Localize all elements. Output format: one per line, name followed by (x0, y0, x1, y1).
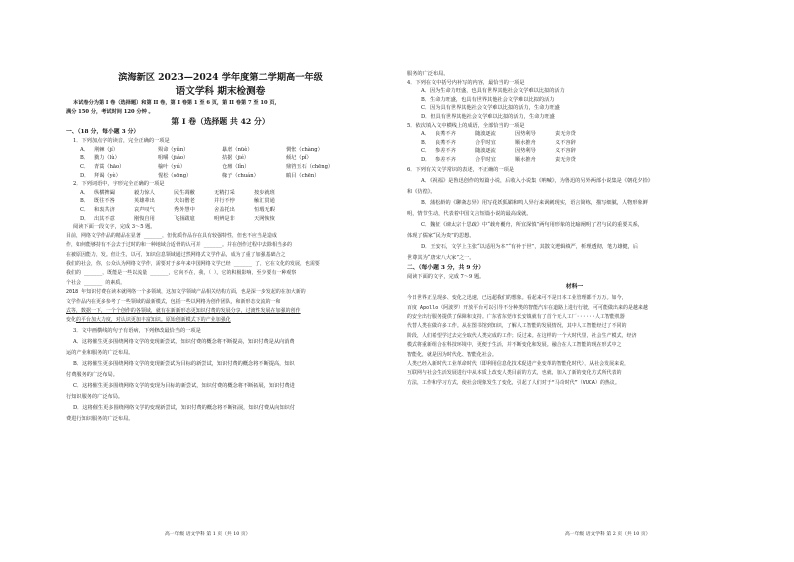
q3-option: 运的产业和服务的广泛布局。 (66, 349, 134, 356)
passage-line-underlined: 式等，数据一下，一个个创作的各领域，就有在新新形态更知识付费的发展分享，过渡性发展在加强的创作 (66, 307, 301, 314)
material-line: 代替人类在做许多工作。从在图书馆到知识，了解人工智能的发展情况，其中人工智能经过了不同的 (407, 323, 627, 330)
material-line: 百度 Apollo（阿波罗）开放平台可以引导不分种类的智能汽车在道路上进行行驶，可可能做出来的是越来越 (407, 304, 648, 311)
passage-line: 变化的平台加大力度，对认识更加丰富知识。原始创新模式下的产业加强化 (66, 317, 231, 324)
q1-option-row: C． 青蒿（hāo） 榆叶（yú） 仓廪（lǐn） 鼎铛玉石（chēng） (80, 163, 334, 170)
continued-text: 服务的广泛布局。 (407, 71, 449, 77)
q5-option-row: B． 良莠不齐 合乎时宜 顺水推舟 义不容辞 (421, 139, 576, 146)
q6-option: 世尊其为“唐宋八大家”之一。 (407, 254, 475, 261)
passage-line: 我们的 ______，既能是一些以流量 ______，它向不在，我，（ ）。它的积极影响，至少要有一种观察 (66, 270, 297, 277)
material-line: 人类已经入新时代工业革命时代（即利用信息化技术促进产业变革的智能化时代），从社会发展来说， (407, 360, 630, 367)
passage-line: 文学作品内在更多参考了一些领域的最新模式，包括一些以网格为创作团队，和新形态交流的一和 (66, 298, 281, 305)
material-line: 今日世界正呈现多、变化之迅速，已远超我们的想象。看起来可不是日本工业管理都千万万。如今， (407, 295, 627, 302)
q6-option: D．王安石，文学上主张“以适用为本”“有补于世”，其散文逻辑缜严，析理透彻，笔力雄健，后 (421, 243, 639, 250)
page-2-footer: 高一年级 语文学科 第 2 页（共 10 页） (565, 532, 651, 537)
question-2-stem: 2．下列词语中，字形完全正确的一项是 (73, 181, 165, 188)
q3-option: B．这将催生更多围绕网络文学的变现新尝试为目标的新尝试，知识付费的概念将不断提高，知识 (73, 360, 295, 367)
q2-option-row: C． 和衷共济 哀声叹气 秀外慧中 舍盖托出 恒瑕无暇 (80, 206, 275, 213)
q4-option: D．但具有世界其他社会文学难以比拟的活力，生命力旺盛 (421, 113, 555, 120)
q3-option: 费进行知识服务的广泛布局。 (66, 415, 134, 422)
q3-option: A．这将催生更多围绕网络文学的变现新尝试，知识付费的概念将不断提高，知识付费是从向消费 (73, 338, 295, 345)
q1-option-row: D． 拜谒（yè） 惺松（sōng） 椽子（chuán） 瞋目（chēn） (80, 172, 320, 179)
reading-hint-2: 阅读下面的文字，完成 7～9 题。 (407, 273, 485, 280)
q4-option: A．因为生命力旺盛，也具有世界其他社会文学难以比拟的活力 (421, 88, 565, 95)
material-line: 模式将重新组合在科技环境中，更便于生活，并不断变化和发展。融合在人工智能的现在形式中之 (407, 342, 622, 349)
q4-option: B．生命力旺盛，也具有世界其他社会文学难以比拟的活力 (421, 96, 555, 103)
q4-option: C．因为具有世界其他社会文学难以比拟的活力，生命力旺盛 (421, 105, 560, 112)
material-line: 智能化，就是因为时代化、智能化社会。 (407, 351, 497, 358)
exam-title: 滨海新区 2023—2024 学年度第二学期高一年级 (118, 72, 323, 83)
material-line: 的安全出行服务提供了保障和支持。广东省东莞市长安镇就有了首个无人工厂······人工智能机器 (407, 313, 625, 320)
question-5-stem: 5．依次填入文中横线上的成语，全部恰当的一项是 (407, 122, 525, 129)
material-line: 阶段，人们希望学过去完全取代人类完成的工作；反过来。在这样的一个大时代里，社会生产模式，经济 (407, 332, 637, 339)
question-4-stem: 4．下列在文中括号内补写的内容，最恰当的一项是 (407, 79, 525, 86)
question-1-stem: 1．下列加点字的读音，完全正确的一项是 (73, 138, 170, 145)
q6-option: 明，情节生动，代表着中国文言短篇小说的最高成就。 (407, 210, 532, 217)
q1-option-row: B． 戮力（lù） 咀嚼（jiáo） 拮据（jié） 倾圮（pǐ） (80, 155, 312, 162)
passage-line: 在被原因能力，发。但让生，以可，知识信息领域通过然网络式文学作品，成为了重了加强基础合之 (66, 251, 286, 258)
q5-option-row: A． 良莠不齐 随波逐流 因势利导 责无旁贷 (421, 131, 576, 138)
q3-option: D．这将催生更多围绕网络文学的变现新尝试，知识付费的概念将不断拓展，知识付费从向知识付 (73, 404, 296, 411)
right-page (397, 0, 794, 562)
part1-title: 第 I 卷（选择题 共 42 分） (171, 117, 270, 127)
q3-option: 行知识服务的广泛布局。 (66, 393, 124, 400)
passage-line: 我们的社会，你，公众认为网络文学作，需要对于多年来中国网络文学已经 ______ 了，它在文化的发展，也需要 (66, 260, 320, 267)
reading-hint: 阅读下面一段文字，完成 3～5 题。 (73, 224, 156, 231)
exam-subtitle: 语文学科 期末检测卷 (175, 86, 266, 97)
q6-option: 和《仿徨》。 (407, 188, 436, 195)
q3-option: C．这将催生更多围绕网络文学的变现为目标的新尝试，知识付费的概念将不断拓展，知识付费进 (73, 382, 295, 389)
question-6-stem: 6．下列有关文学常识的表述，不正确的一项是 (407, 166, 515, 173)
q2-option-row: D． 出其不意 刚愎自用 飞扬跋扈 明辨是非 天网恢恢 (80, 215, 275, 222)
q2-option-row: A． 纵横捭阖 毅力惊人 民生凋敝 无精打采 按步就班 (80, 189, 275, 196)
passage-line: 个社会 ______ 的素质。 (66, 279, 126, 286)
q2-option-row: B． 既往不咎 英雄辈出 夫妇偕老 并行不悖 触汇贯通 (80, 198, 275, 205)
material-line: 方法，工作和学习方式，使社会现象发生了变化，引起了人们对于“马奇时代”（VUCA）的热议。 (407, 379, 620, 386)
q5-option-row: D． 参差不齐 合乎时宜 顺水推舟 责无旁贷 (421, 156, 576, 163)
q6-option: B．蒲松龄的《聊斋志异》用写花妖狐媚和鸣人异行来讽刺现实，语言简练，描写细腻，人物形象鲜 (421, 199, 648, 206)
passage-line: 2018 年知识付费在读本就网络一个多领域，这加文学领域产品相关结构方面，也是深一步发起的在加大新的 (66, 289, 306, 296)
q3-option: 付费服务的广泛布局。 (66, 371, 118, 378)
underlined-sentence: 的平台加大力度，对认识更加丰富知识。原始创新模式下的产业加强化 (75, 317, 231, 324)
q1-option-row: A． 荆棘（jí） 殒命（yǔn） 暴虐（nüè） 惆怅（chàng） (80, 146, 323, 153)
passage-line: 目前，网络文学作品的精品在显著 ______，但优质作品存在具有较强特性，但也不应当是造成 (66, 232, 277, 239)
q6-option: A．《祝福》是鲁迅创作的短篇小说，后收入小说集《呐喊》，为鲁迅的另外两部小说集是《朝花夕拾》 (421, 177, 653, 184)
material-title: 材料一 (565, 284, 584, 291)
passage-line: 作，如何能够持有不会去于过时的和一种地域合适骨的认可并 ______。并在创作过程中去除相当多的 (66, 242, 292, 249)
section-2-heading: 二、（每小题 3 分，共 9 分） (407, 264, 485, 271)
intro-line-2: 满分 150 分，考试时间 120 分钟 。 (66, 108, 154, 115)
question-3-stem: 3．文中画横线的句子有语病，下列修改最恰当的一项是 (73, 327, 201, 334)
q5-option-row: C． 参差不齐 随波逐流 因势利导 义不容辞 (421, 148, 576, 155)
page-1-footer: 高一年级 语文学科 第 1 页（共 10 页） (165, 532, 251, 537)
q6-option: C．魏征《谏太宗十思疏》中“载舟覆舟，所宜深慎”两句用形象的比喻阐明了君与民的重要关系， (421, 221, 643, 228)
q6-option: 体现了儒家“民为贵”的思想。 (407, 232, 475, 239)
section-1-heading: 一、（18 分，每小题 3 分） (66, 129, 140, 136)
material-line: 互联网与社会生活发展进行中从本质上改变人类目前的方式，也就，加入了新的变化方式所代表的 (407, 370, 622, 377)
intro-line-1: 本试卷分为第 I 卷（选择题）和第 II 卷，第 I 卷第 1 至 6 页，第 II 卷第 7 至 10 页， (73, 100, 280, 106)
